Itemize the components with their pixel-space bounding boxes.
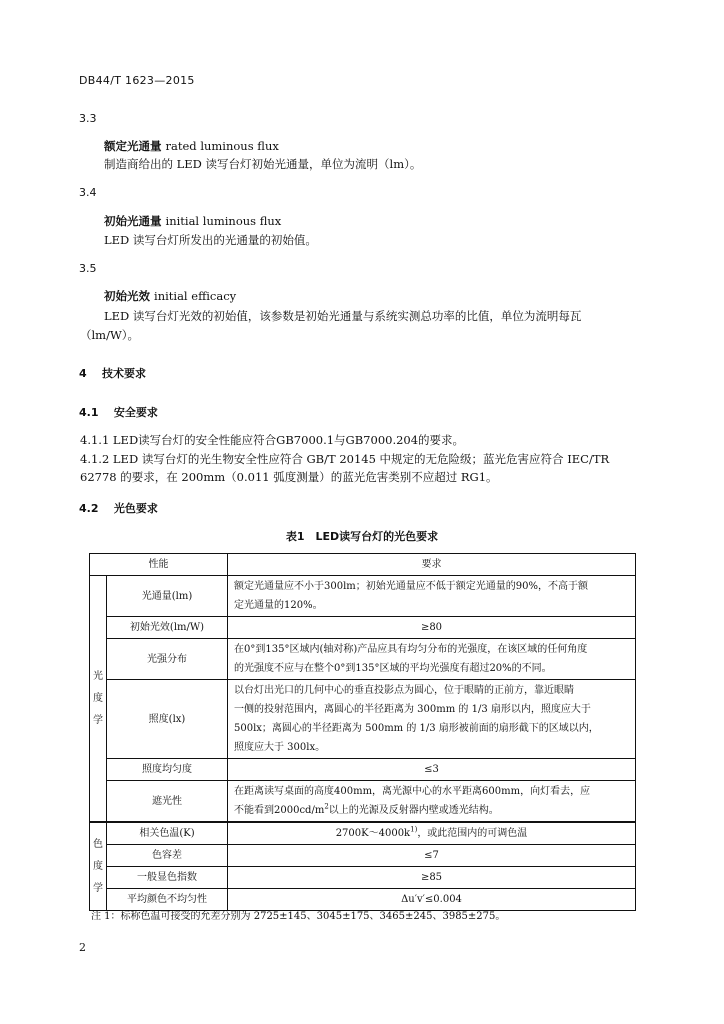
light-color-requirements-table (89, 553, 636, 911)
term-initial-efficacy (104, 288, 236, 304)
clause-number-3-4: 3.4 (79, 186, 97, 199)
cell-cct-name: 相关色温(K) (107, 822, 228, 845)
term-rated-luminous-flux (104, 138, 279, 154)
table-row (90, 576, 636, 617)
table-row (90, 617, 636, 639)
term-cn: 初始光通量 (104, 214, 162, 228)
table-row (90, 845, 636, 867)
cell-cct-req: $2700K\sim 4000k^{1)}$，或此范围内的可调色温 (228, 822, 636, 845)
term-en: rated luminous flux (165, 139, 279, 153)
cell-cri-name: 一般显色指数 (107, 867, 228, 889)
table-row (90, 639, 636, 680)
section-4-2-heading (79, 500, 158, 516)
cell-uniformity-req: ≤3 (228, 759, 636, 781)
definition-3-4: LED 读写台灯所发出的光通量的初始值。 (104, 233, 317, 247)
table-row (90, 822, 636, 845)
table-row (90, 759, 636, 781)
section-number: 4.2 (79, 502, 99, 515)
paragraph-4-1-1: 4.1.1 LED读写台灯的安全性能应符合GB7000.1与GB7000.204的要求。 (80, 433, 465, 447)
cell-tolerance-name: 色容差 (107, 845, 228, 867)
section-4-1-heading (79, 404, 158, 420)
cell-flux-name: 光通量(lm) (107, 576, 228, 617)
cell-glare-name: 遮光性 (107, 781, 228, 823)
term-cn: 额定光通量 (104, 139, 162, 153)
table-caption: 表1 LED读写台灯的光色要求 (285, 530, 439, 543)
group-photometry: 光 度 学 (90, 576, 107, 823)
table-row (90, 781, 636, 823)
cell-cri-req: ≥85 (228, 867, 636, 889)
clause-number-3-3: 3.3 (79, 112, 97, 125)
term-en: initial luminous flux (165, 214, 282, 228)
table-row (90, 867, 636, 889)
table-note: 注 1：标称色温可接受的允差分别为 2725±145、3045±175、3465±245、3985±275。 (91, 911, 506, 922)
cell-glare-req: 在距离读写桌面的高度400mm，离光源中心的水平距离600mm，向灯看去，应 不能看到$2000cd/m^2$以上的光源及反射器内壁或透光结构。 (228, 781, 636, 823)
cell-color-uniformity-name: 平均颜色不均匀性 (107, 889, 228, 911)
page-number: 2 (79, 941, 86, 954)
section-title: 光色要求 (113, 502, 158, 515)
cell-illuminance-name: 照度(lx) (107, 680, 228, 759)
document-header: DB44/T 1623—2015 (79, 74, 195, 87)
table-row (90, 680, 636, 759)
table-header-row (90, 554, 636, 576)
cell-uniformity-name: 照度均匀度 (107, 759, 228, 781)
clause-number-3-5: 3.5 (79, 262, 97, 275)
definition-3-5-line1: LED 读写台灯光效的初始值，该参数是初始光通量与系统实测总功率的比值，单位为流明每瓦 (104, 309, 582, 323)
cell-efficacy-req: ≥80 (228, 617, 636, 639)
cell-color-uniformity-req: Δu′v′≤0.004 (228, 889, 636, 911)
section-title: 安全要求 (113, 406, 158, 419)
definition-3-3: 制造商给出的 LED 读写台灯初始光通量，单位为流明（lm）。 (104, 157, 422, 171)
cell-efficacy-name: 初始光效(lm/W) (107, 617, 228, 639)
paragraph-4-1-2-line1: 4.1.2 LED 读写台灯的光生物安全性应符合 GB/T 20145 中规定的无危险级；蓝光危害应符合 IEC/TR (80, 452, 610, 466)
definition-3-5-line2: （lm/W）。 (80, 328, 140, 342)
paragraph-4-1-2-line2: 62778 的要求，在 200mm（0.011 弧度测量）的蓝光危害类别不应超过 RG1。 (80, 470, 498, 484)
section-4-heading (79, 365, 146, 381)
section-number: 4.1 (79, 406, 99, 419)
cell-distribution-req: 在0°到135°区域内(轴对称)产品应具有均匀分布的光强度，在该区域的任何角度 的光强度不应与在整个0°到135°区域的平均光强度有超过20%的不同。 (228, 639, 636, 680)
cell-flux-req: 额定光通量应不小于300lm；初始光通量应不低于额定光通量的90%，不高于额 定光通量的120%。 (228, 576, 636, 617)
group-colorimetry: 色 度 学 (90, 822, 107, 911)
header-requirement: 要求 (228, 554, 636, 576)
cell-tolerance-req: ≤7 (228, 845, 636, 867)
cell-distribution-name: 光强分布 (107, 639, 228, 680)
section-number: 4 (79, 367, 87, 380)
term-initial-luminous-flux (104, 213, 281, 229)
term-en: initial efficacy (154, 289, 237, 303)
term-cn: 初始光效 (104, 289, 150, 303)
header-performance: 性能 (90, 554, 228, 576)
cell-illuminance-req: 以台灯出光口的几何中心的垂直投影点为圆心，位于眼睛的正前方，靠近眼睛 一侧的投射范围内，离圆心的半径距离为 300mm 的 1/3 扇形以内，照度应大于 500lx；离圆心的半径距离为 500mm 的 1/3 扇形被前面的扇形截下的区域以内， 照度应大于 300lx。 (228, 680, 636, 759)
section-title: 技术要求 (101, 367, 146, 380)
